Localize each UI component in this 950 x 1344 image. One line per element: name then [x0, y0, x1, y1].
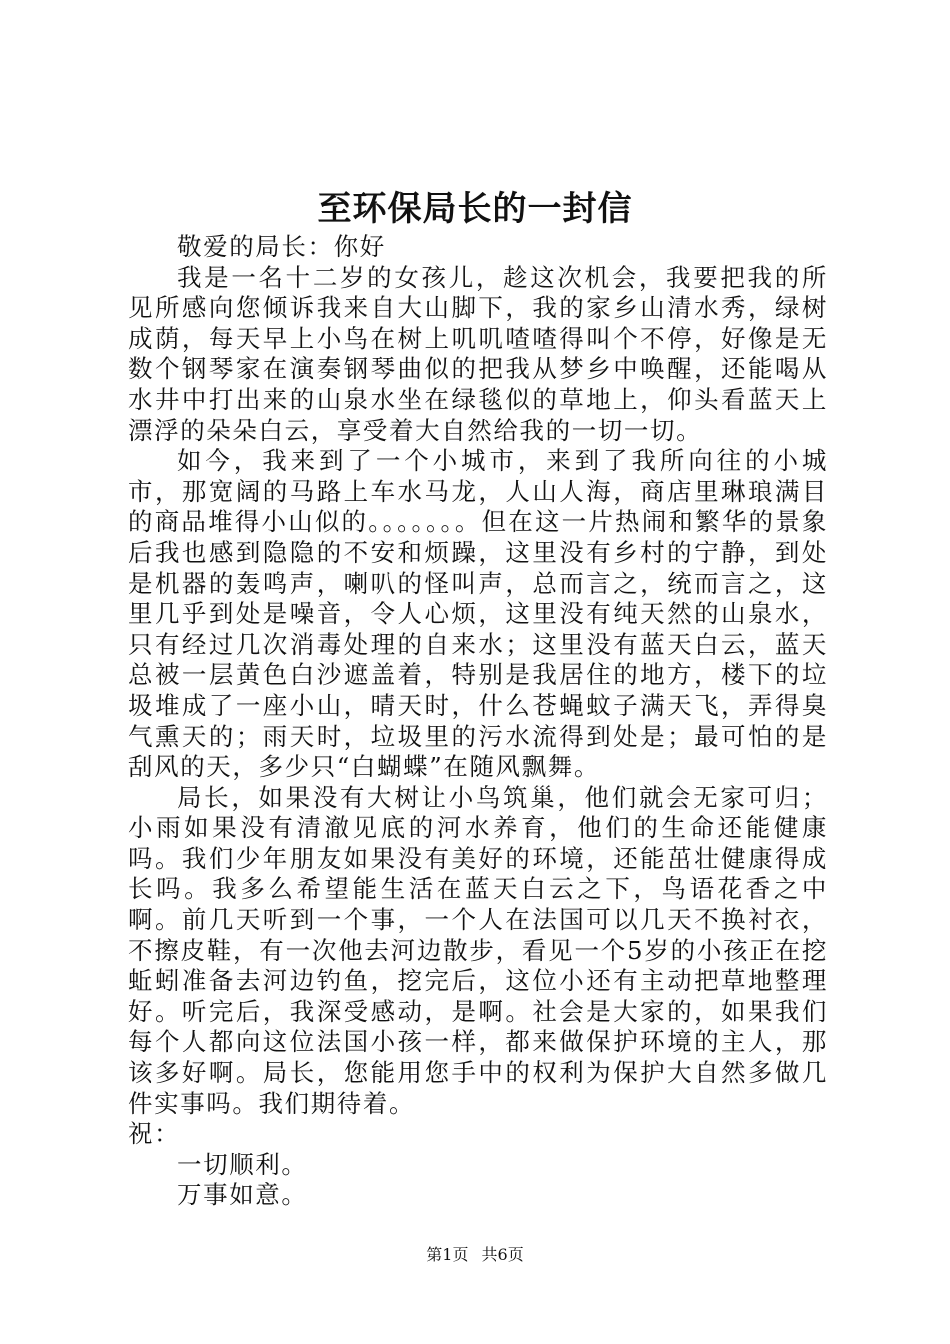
letter-body: [128, 232, 828, 1211]
closing: 祝：: [128, 1119, 181, 1149]
paragraph-3: 局长，如果没有大树让小鸟筑巢，他们就会无家可归；小雨如果没有清澈见底的河水养育，他们的生命还能健康吗。我们少年朋友如果没有美好的环境，还能茁壮健康得成长吗。我多么希望能生活在蓝天白云之下，鸟语花香之中啊。前几天听到一个事，一个人在法国可以几天不换衬衣，不擦皮鞋，有一次他去河边散步，看见一个5岁的小孩正在挖蚯蚓准备去河边钓鱼，挖完后，这位小还有主动把草地整理好。听完后，我深受感动，是啊。社会是大家的，如果我们每个人都向这位法国小孩一样，都来做保护环境的主人，那该多好啊。局长，您能用您手中的权利为保护大自然多做几件实事吗。我们期待着。: [128, 782, 828, 1118]
wish-2: 万事如意。: [177, 1180, 308, 1210]
paragraph-2: 如今，我来到了一个小城市，来到了我所向往的小城市，那宽阔的马路上车水马龙，人山人海，商店里琳琅满目的商品堆得小山似的。。。。。。。但在这一片热闹和繁华的景象后我也感到隐隐的不安和烦躁，这里没有乡村的宁静，到处是机器的轰鸣声，喇叭的怪叫声，总而言之，统而言之，这里几乎到处是噪音，令人心烦，这里没有纯天然的山泉水，只有经过几次消毒处理的自来水；这里没有蓝天白云，蓝天总被一层黄色白沙遮盖着，特别是我居住的地方，楼下的垃圾堆成了一座小山，晴天时，什么苍蝇蚊子满天飞，弄得臭气熏天的；雨天时，垃圾里的污水流得到处是；最可怕的是刮风的天，多少只“白蝴蝶”在随风飘舞。: [128, 446, 828, 782]
greeting: 敬爱的局长：你好: [177, 232, 386, 261]
document-title: 至环保局长的一封信: [317, 189, 633, 229]
paragraph-1: 我是一名十二岁的女孩儿，趁这次机会，我要把我的所见所感向您倾诉我来自大山脚下，我的家乡山清水秀，绿树成荫，每天早上小鸟在树上叽叽喳喳得叫个不停，好像是无数个钢琴家在演奏钢琴曲似的把我从梦乡中唤醒，还能喝从水井中打出来的山泉水坐在绿毯似的草地上，仰头看蓝天上漂浮的朵朵白云，享受着大自然给我的一切一切。: [128, 262, 828, 445]
page-indicator: 第1页 共6页: [426, 1245, 524, 1264]
wish-1: 一切顺利。: [177, 1149, 308, 1179]
